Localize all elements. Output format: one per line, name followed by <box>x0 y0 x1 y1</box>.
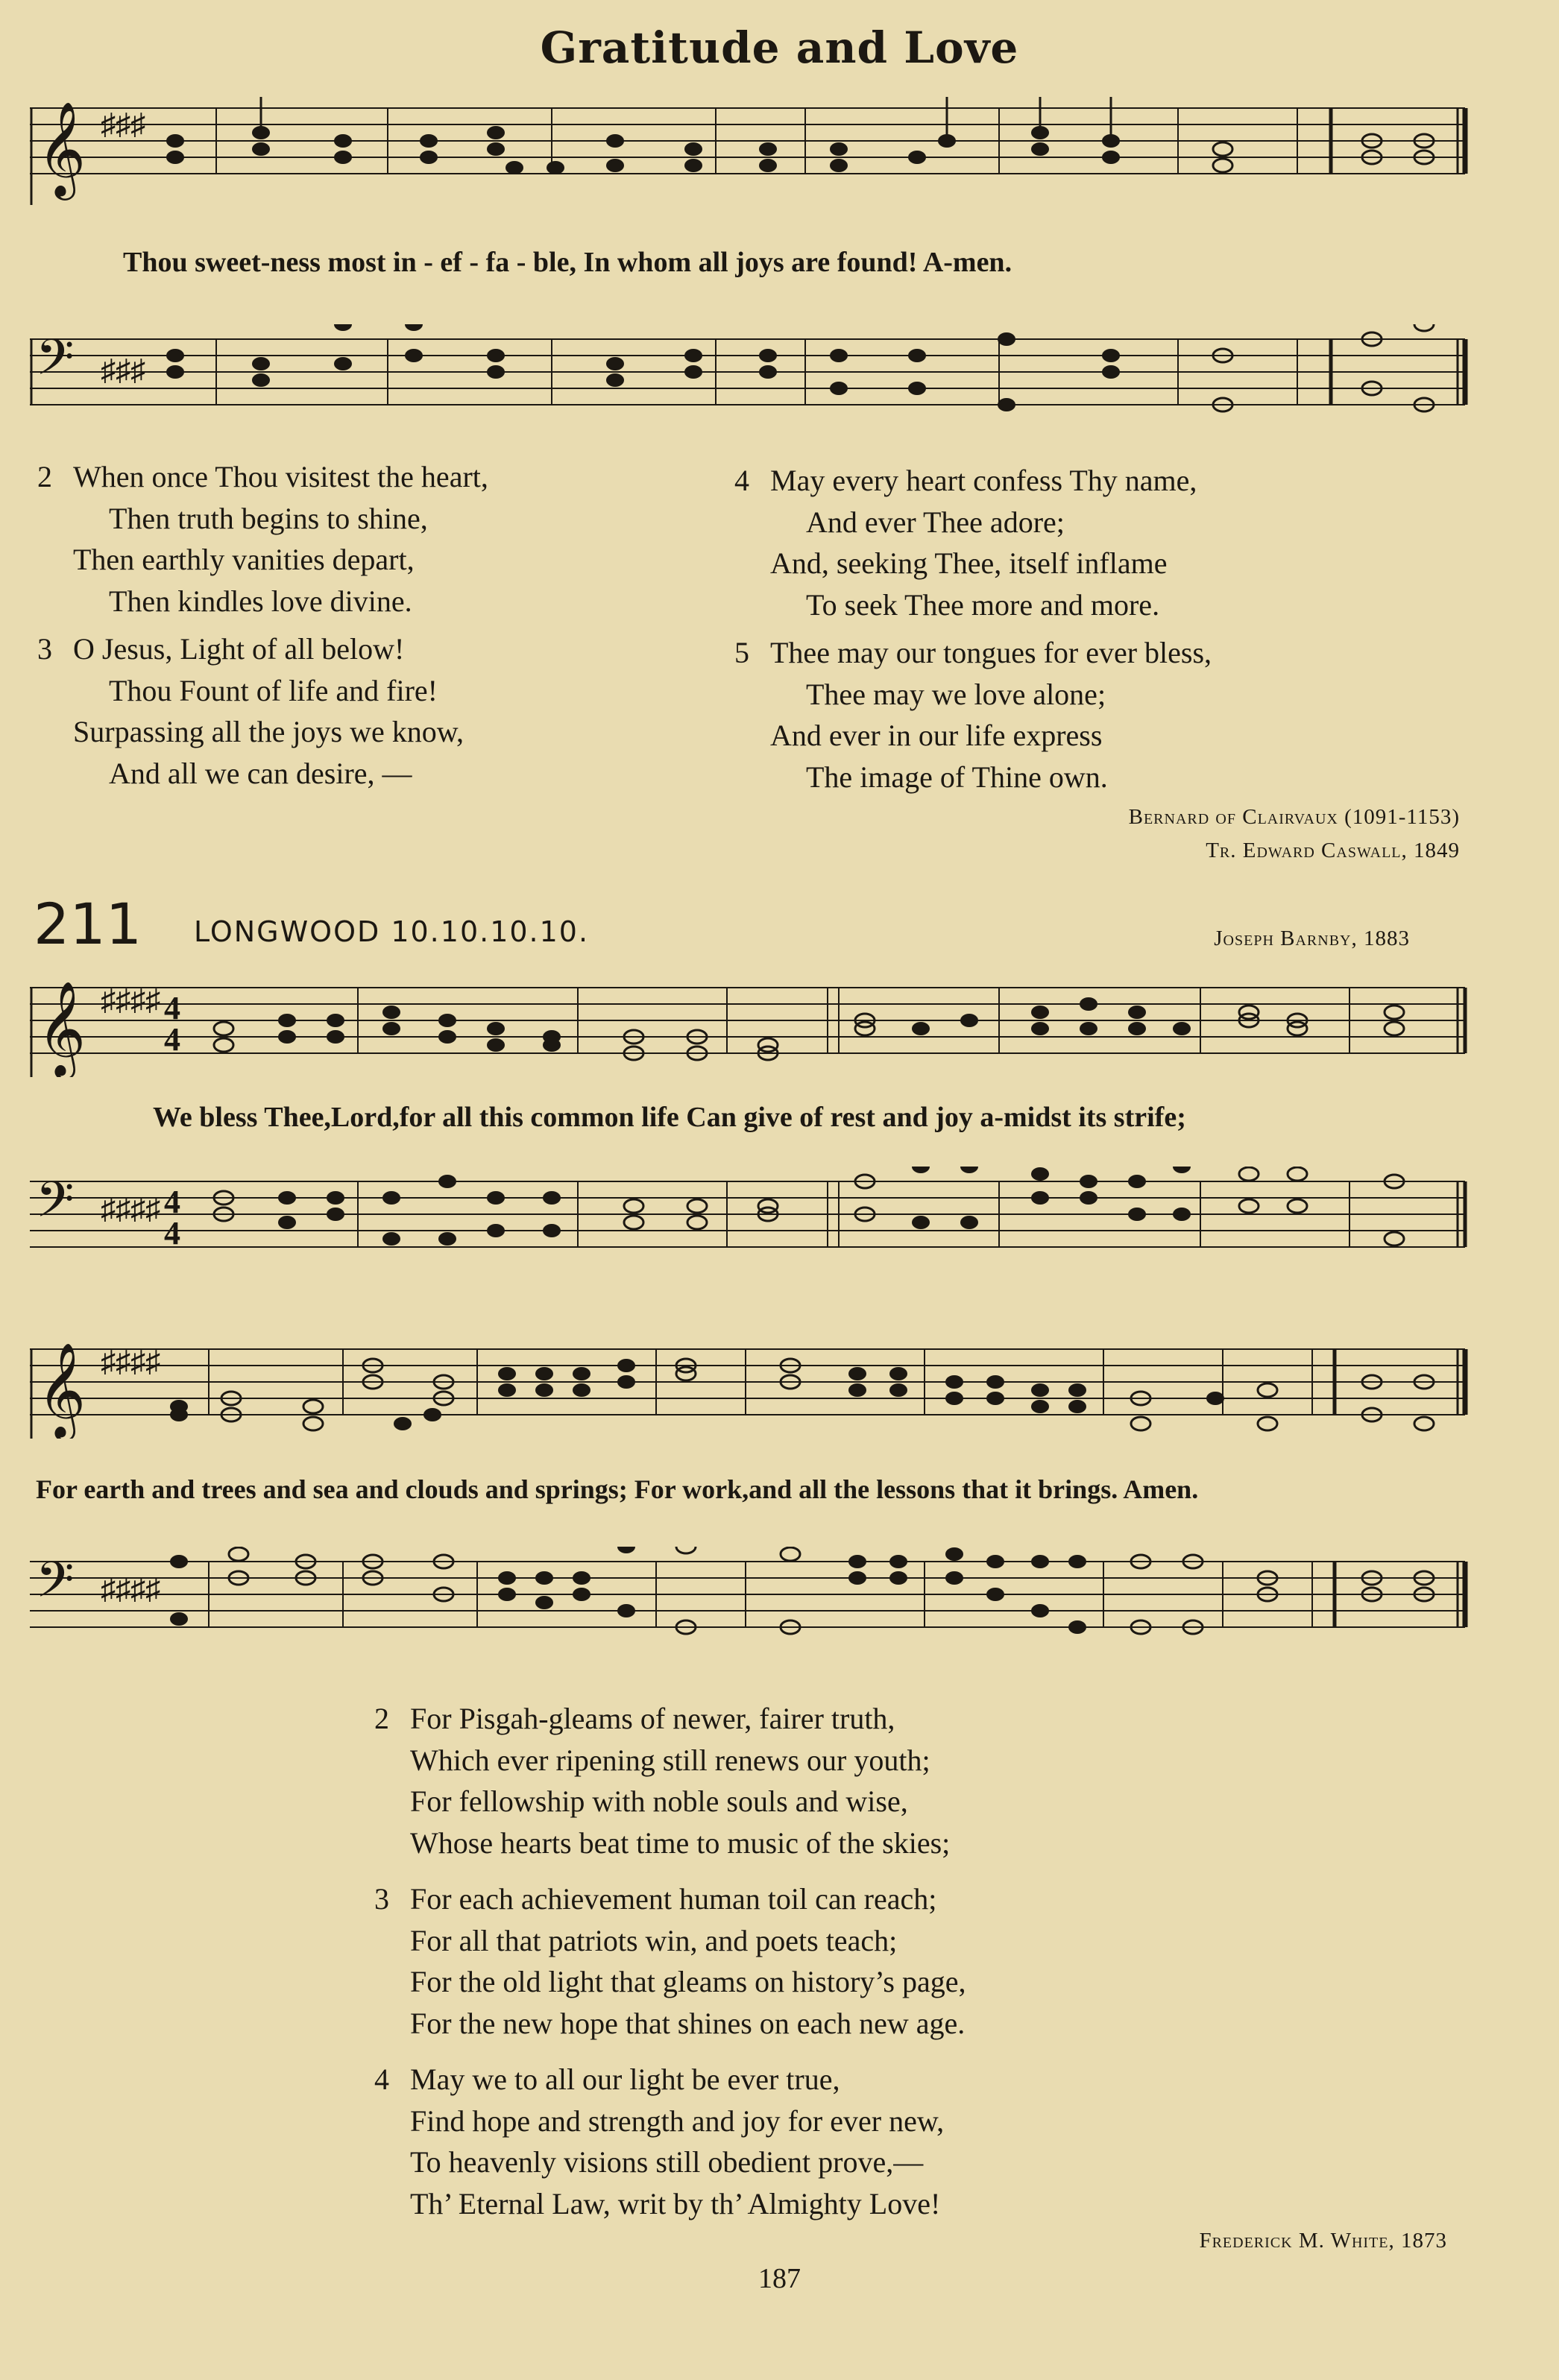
svg-text:𝄞: 𝄞 <box>37 980 86 1076</box>
verse-number: 5 <box>734 636 749 669</box>
composer-credit: Joseph Barnby, 1883 <box>1214 927 1410 950</box>
hymn-211-system-2-treble-staff <box>30 1334 1469 1439</box>
tune-name: LONGWOOD 10.10.10.10. <box>194 915 590 948</box>
verse-line: May every heart confess Thy name, <box>770 464 1197 497</box>
verse-line: When once Thou visitest the heart, <box>73 460 488 493</box>
verse-line: For each achievement human toil can reach; <box>410 1882 937 1916</box>
svg-text:4: 4 <box>164 1021 180 1058</box>
verse-line: Surpassing all the joys we know, <box>73 715 464 748</box>
verse-line: For the old light that gleams on history’s page, <box>410 1965 966 1998</box>
page-number: 187 <box>758 2263 801 2294</box>
hymn-210-verse-4 <box>734 460 1197 625</box>
hymn-211-verse-4 <box>374 2059 944 2224</box>
verse-line: Find hope and strength and joy for ever new, <box>410 2103 945 2138</box>
hymn-211-lyric-line-2: For earth and trees and sea and clouds and springs; For work,and all the lessons that it brings. Amen. <box>36 1474 1199 1504</box>
svg-text:𝄢: 𝄢 <box>36 1551 75 1620</box>
hymn-210-verse-3 <box>37 628 464 794</box>
verse-number: 3 <box>374 1882 389 1916</box>
verse-line: To seek Thee more and more. <box>806 587 1160 622</box>
svg-text:𝄢: 𝄢 <box>36 329 75 398</box>
verse-line: Thou Fount of life and fire! <box>109 673 438 707</box>
hymn-210-treble-staff <box>30 93 1469 205</box>
svg-text:4: 4 <box>164 990 180 1026</box>
svg-text:𝄞: 𝄞 <box>37 1342 86 1437</box>
verse-line: Then kindles love divine. <box>109 584 412 618</box>
verse-number: 4 <box>374 2062 389 2096</box>
verse-line: Then truth begins to shine, <box>109 501 428 535</box>
verse-line: To heavenly visions still obedient prove,— <box>410 2145 924 2179</box>
verse-line: The image of Thine own. <box>806 760 1108 794</box>
verse-line: For fellowship with noble souls and wise, <box>410 1784 908 1818</box>
verse-line: May we to all our light be ever true, <box>410 2062 840 2096</box>
svg-text:♯♯♯♯: ♯♯♯♯ <box>101 1345 160 1378</box>
verse-line: Then earthly vanities depart, <box>73 543 415 576</box>
hymn-210-verse-2 <box>37 456 488 622</box>
svg-text:♯♯♯♯: ♯♯♯♯ <box>101 1572 160 1606</box>
verse-line: Thee may we love alone; <box>806 677 1106 711</box>
verse-line: And ever in our life express <box>770 719 1103 752</box>
verse-line: For Pisgah-gleams of newer, fairer truth, <box>410 1702 895 1735</box>
hymn-210-bass-staff <box>30 324 1469 436</box>
svg-text:♯♯♯♯: ♯♯♯♯ <box>101 983 160 1017</box>
hymn-211-verse-2 <box>374 1698 950 1863</box>
hymn-211-system-1-treble-staff <box>30 973 1469 1077</box>
hymn-211-author-credit: Frederick M. White, 1873 <box>1199 2229 1447 2253</box>
svg-text:♯♯♯: ♯♯♯ <box>101 107 145 141</box>
hymn-211-system-1-bass-staff <box>30 1167 1469 1271</box>
svg-text:4: 4 <box>164 1215 180 1251</box>
verse-line: For the new hope that shines on each new age. <box>410 2006 966 2040</box>
verse-line: For all that patriots win, and poets teach; <box>410 1923 898 1957</box>
hymn-210-translator-credit: Tr. Edward Caswall, 1849 <box>1206 839 1460 862</box>
hymn-210-author-credit: Bernard of Clairvaux (1091-1153) <box>1128 805 1460 829</box>
svg-text:4: 4 <box>164 1184 180 1220</box>
hymn-211-verse-3 <box>374 1878 966 2044</box>
verse-number: 2 <box>374 1702 389 1735</box>
verse-line: O Jesus, Light of all below! <box>73 632 405 666</box>
verse-line: Which ever ripening still renews our youth; <box>410 1743 930 1777</box>
svg-text:♯♯♯: ♯♯♯ <box>101 353 145 387</box>
verse-line: Thee may our tongues for ever bless, <box>770 636 1212 669</box>
verse-line: Th’ Eternal Law, writ by th’ Almighty Love! <box>410 2186 941 2220</box>
svg-text:♯♯♯♯: ♯♯♯♯ <box>101 1192 160 1225</box>
hymn-210-lyric-line: Thou sweet-ness most in - ef - fa - ble, In whom all joys are found! A-men. <box>123 247 1012 278</box>
verse-line: And ever Thee adore; <box>806 505 1065 539</box>
hymn-210-verse-5 <box>734 632 1212 798</box>
verse-line: Whose hearts beat time to music of the skies; <box>410 1825 951 1860</box>
svg-text:𝄞: 𝄞 <box>37 101 86 196</box>
verse-line: And, seeking Thee, itself inflame <box>770 546 1168 580</box>
hymn-211-lyric-line-1: We bless Thee,Lord,for all this common life Can give of rest and joy a-midst its strife; <box>153 1102 1186 1133</box>
hymn-211-system-2-bass-staff <box>30 1547 1469 1651</box>
svg-text:𝄢: 𝄢 <box>36 1171 75 1240</box>
verse-line: And all we can desire, — <box>109 756 412 790</box>
hymn-number: 211 <box>34 891 142 957</box>
verse-number: 2 <box>37 460 52 493</box>
verse-number: 3 <box>37 632 52 666</box>
page-title: Gratitude and Love <box>540 22 1019 73</box>
verse-number: 4 <box>734 464 749 497</box>
